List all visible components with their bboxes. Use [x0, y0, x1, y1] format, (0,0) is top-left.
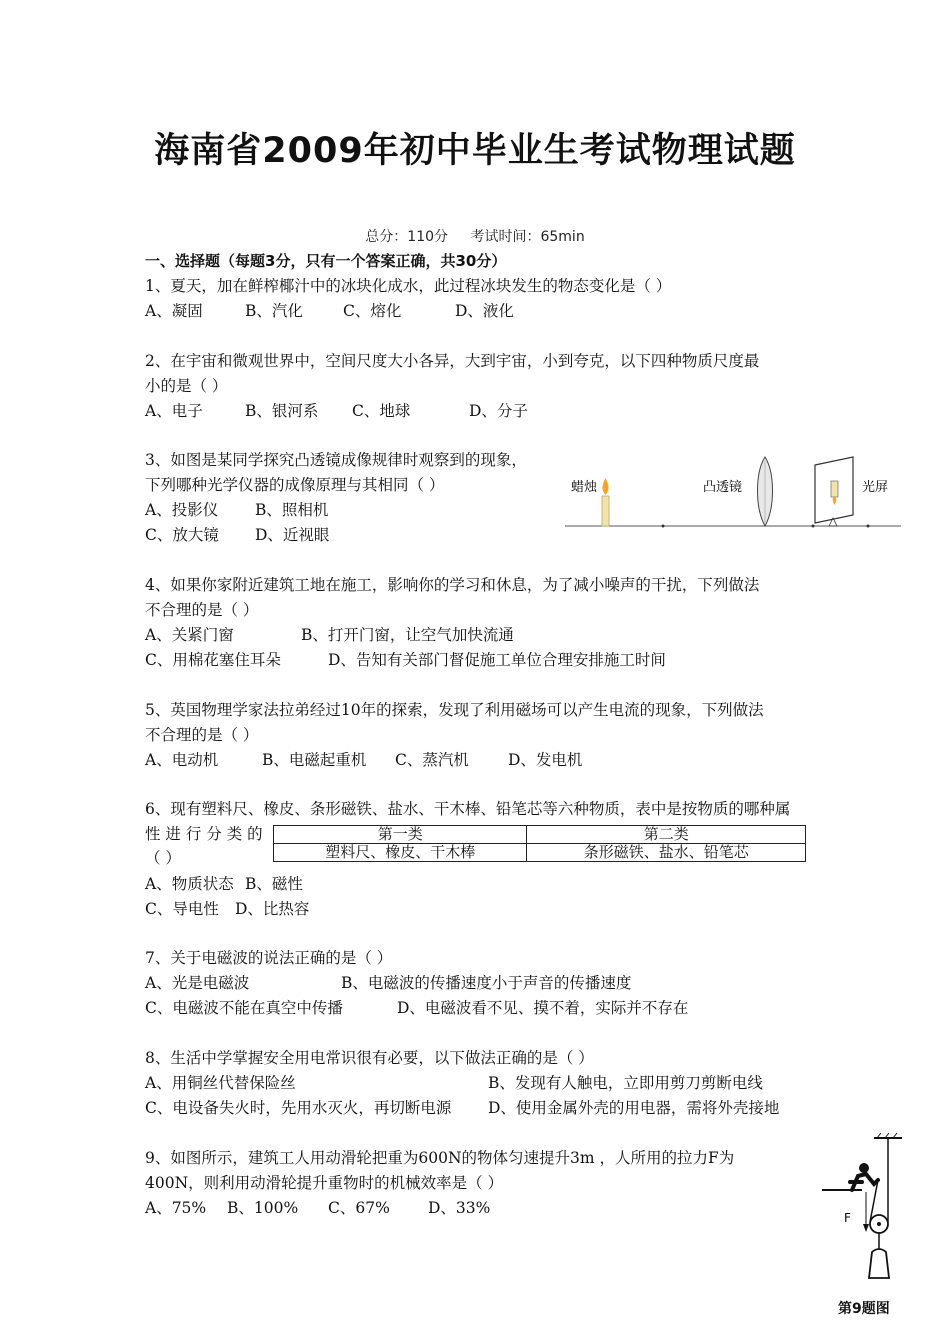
- q7-option-d: D、电磁波看不见、摸不着，实际并不存在: [397, 999, 689, 1017]
- question-1-options: [145, 299, 514, 324]
- q5-option-b: B、电磁起重机: [262, 751, 367, 769]
- q2-option-d: D、分子: [469, 402, 528, 420]
- table-header-cell: 第一类: [274, 826, 527, 844]
- q8-option-a: A、用铜丝代替保险丝: [145, 1074, 296, 1092]
- question-7-text: 7、关于电磁波的说法正确的是（ ）: [145, 949, 393, 967]
- question-3-text: 3、如图是某同学探究凸透镜成像规律时观察到的现象，: [145, 451, 527, 469]
- question-7-options-1: [145, 971, 631, 996]
- q2-option-c: C、地球: [352, 402, 411, 420]
- table-row: [274, 844, 806, 862]
- q8-option-b: B、发现有人触电，立即用剪刀剪断电线: [488, 1074, 763, 1092]
- q3-option-b: B、照相机: [255, 501, 329, 519]
- screen-label: 光屏: [862, 480, 889, 495]
- question-8-options-2: [145, 1096, 779, 1121]
- question-8-text: 8、生活中学掌握安全用电常识很有必要，以下做法正确的是（ ）: [145, 1049, 594, 1067]
- q1-option-b: B、汽化: [245, 302, 303, 320]
- q7-option-b: B、电磁波的传播速度小于声音的传播速度: [341, 974, 632, 992]
- classification-table: [273, 825, 806, 862]
- question-6-options-2: [145, 897, 309, 922]
- q9-option-b: B、100%: [227, 1199, 299, 1217]
- question-9-options: [145, 1196, 490, 1221]
- q3-option-a: A、投影仪: [145, 501, 219, 519]
- q9-option-d: D、33%: [428, 1199, 491, 1217]
- question-3-options-1: [145, 498, 328, 523]
- q6-option-a: A、物质状态: [145, 875, 234, 893]
- q1-option-a: A、凝固: [145, 302, 203, 320]
- figure-9-caption: 第9题图: [838, 1301, 890, 1317]
- question-5-text-2: 不合理的是（ ）: [145, 726, 259, 744]
- q4-option-a: A、关紧门窗: [145, 626, 234, 644]
- question-5-options: [145, 748, 582, 773]
- q1-option-d: D、液化: [455, 302, 514, 320]
- question-9-text-2: 400N，则利用动滑轮提升重物时的机械效率是（ ）: [145, 1174, 504, 1192]
- table-cell: 塑料尺、橡皮、干木棒: [274, 844, 527, 862]
- q5-option-c: C、蒸汽机: [395, 751, 469, 769]
- q6-option-d: D、比热容: [235, 900, 310, 918]
- lens-experiment-figure: [563, 453, 903, 533]
- q8-option-c: C、电设备失火时，先用水灭火，再切断电源: [145, 1099, 452, 1117]
- q7-option-c: C、电磁波不能在真空中传播: [145, 999, 343, 1017]
- question-5-text: 5、英国物理学家法拉弟经过10年的探索，发现了利用磁场可以产生电流的现象，下列做法: [145, 701, 764, 719]
- q9-option-a: A、75%: [145, 1199, 207, 1217]
- question-1-text: 1、夏天，加在鲜榨椰汁中的冰块化成水，此过程冰块发生的物态变化是（ ）: [145, 277, 672, 295]
- table-header-row: [274, 826, 806, 844]
- section-heading: 一、选择题（每题3分，只有一个答案正确，共30分）: [145, 252, 507, 270]
- q3-option-c: C、放大镜: [145, 526, 219, 544]
- force-label: F: [844, 1211, 851, 1225]
- q3-option-d: D、近视眼: [255, 526, 330, 544]
- q7-option-a: A、光是电磁波: [145, 974, 250, 992]
- candle-label: 蜡烛: [571, 480, 598, 495]
- question-7-options-2: [145, 996, 688, 1021]
- exam-time: 考试时间：65min: [470, 229, 585, 245]
- total-score: 总分：110分: [365, 229, 449, 245]
- q2-option-b: B、银河系: [245, 402, 319, 420]
- q6-option-c: C、导电性: [145, 900, 219, 918]
- question-2-text: 2、在宇宙和微观世界中，空间尺度大小各异，大到宇宙，小到夸克，以下四种物质尺度最: [145, 352, 760, 370]
- question-2-options: [145, 399, 528, 424]
- lens-label: 凸透镜: [703, 480, 743, 495]
- question-4-text: 4、如果你家附近建筑工地在施工，影响你的学习和休息，为了减小噪声的干扰，下列做法: [145, 576, 760, 594]
- question-6-text: 6、现有塑料尺、橡皮、条形磁铁、盐水、干木棒、铅笔芯等六种物质，表中是按物质的哪种属: [145, 800, 791, 818]
- question-9-text: 9、如图所示，建筑工人用动滑轮把重为600N的物体匀速提升3m ，人所用的拉力F为: [145, 1149, 735, 1167]
- question-6-text-2: 性 进 行 分 类 的: [145, 825, 263, 843]
- q5-option-d: D、发电机: [508, 751, 583, 769]
- q9-option-c: C、67%: [328, 1199, 390, 1217]
- q1-option-c: C、熔化: [343, 302, 402, 320]
- question-4-text-2: 不合理的是（ ）: [145, 601, 259, 619]
- q2-option-a: A、电子: [145, 402, 203, 420]
- pulley-figure: [822, 1132, 914, 1298]
- question-6-options-1: [145, 872, 303, 897]
- question-8-options-1: [145, 1071, 763, 1096]
- q4-option-b: B、打开门窗，让空气加快流通: [301, 626, 514, 644]
- q4-option-d: D、告知有关部门督促施工单位合理安排施工时间: [328, 651, 666, 669]
- table-cell: 条形磁铁、盐水、铅笔芯: [527, 844, 806, 862]
- page-title: 海南省2009年初中毕业生考试物理试题: [154, 131, 796, 171]
- q6-option-b: B、磁性: [245, 875, 303, 893]
- question-2-text-2: 小的是（ ）: [145, 377, 228, 395]
- q8-option-d: D、使用金属外壳的用电器，需将外壳接地: [488, 1099, 780, 1117]
- question-3-options-2: [145, 523, 329, 548]
- question-4-options-2: [145, 648, 666, 673]
- question-6-text-3: （ ）: [145, 849, 181, 867]
- q4-option-c: C、用棉花塞住耳朵: [145, 651, 281, 669]
- table-header-cell: 第二类: [527, 826, 806, 844]
- exam-meta: [0, 226, 950, 246]
- question-4-options-1: [145, 623, 514, 648]
- question-3-text-2: 下列哪种光学仪器的成像原理与其相同（ ）: [145, 476, 445, 494]
- q5-option-a: A、电动机: [145, 751, 219, 769]
